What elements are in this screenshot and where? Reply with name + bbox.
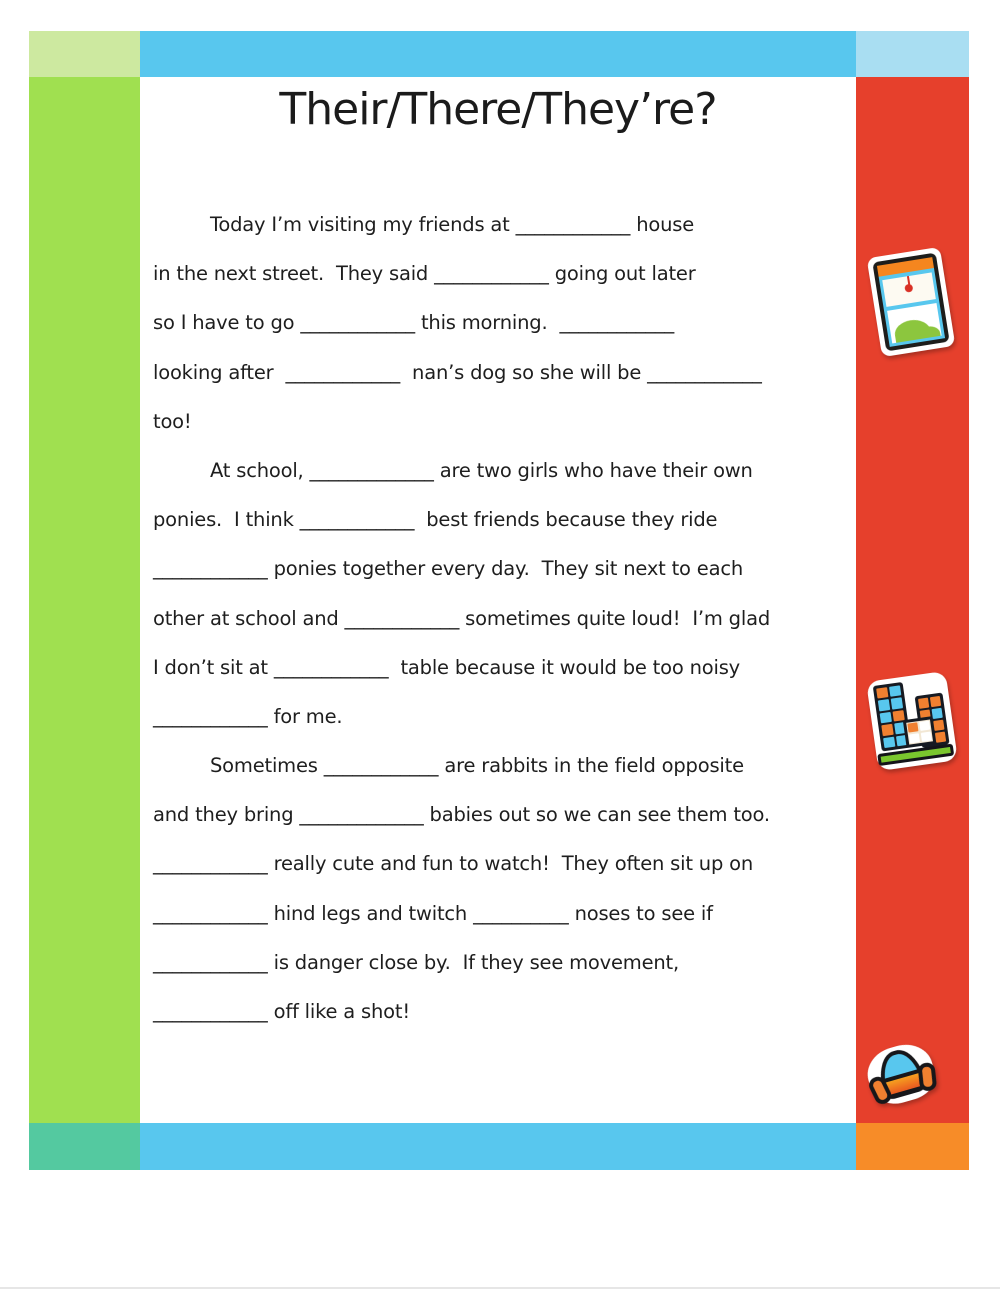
window-glass (877, 257, 945, 347)
window-sticker-icon (867, 247, 956, 357)
text-line: ____________ ponies together every day. They sit next to each (153, 557, 744, 581)
text-line: looking after ____________ nan’s dog so she will be ____________ (153, 360, 762, 384)
paragraph-3 (153, 741, 853, 1036)
text-line: At school, _____________ are two girls who have their own (210, 458, 753, 482)
window-bottom-pane (887, 303, 942, 344)
text-line: other at school and ____________ sometimes quite loud! I’m glad (153, 606, 770, 630)
text-line: ____________ really cute and fun to watch! They often sit up on (153, 852, 754, 876)
text-line: ____________ for me. (153, 704, 343, 728)
worksheet-title: Their/There/They’re? (279, 84, 717, 135)
buildings-sticker-icon (866, 671, 958, 771)
paragraph-2 (153, 446, 853, 741)
blind-pull-icon (904, 284, 913, 293)
worksheet-body (153, 200, 853, 1036)
text-line: in the next street. They said ____________ going out later (153, 262, 696, 286)
frame-corner-bottom-right (856, 1123, 969, 1170)
text-line: and they bring _____________ babies out so we can see them too. (153, 803, 770, 827)
text-line: Sometimes ____________ are rabbits in the field opposite (210, 754, 744, 778)
paragraph-1 (153, 200, 853, 446)
building-small (903, 716, 937, 748)
frame-corner-top-right (856, 31, 969, 77)
frame-bottom-bar (140, 1123, 856, 1170)
text-line: ponies. I think ____________ best friends because they ride (153, 508, 718, 532)
text-line: ____________ is danger close by. If they see movement, (153, 950, 679, 974)
frame-corner-bottom-left (29, 1123, 140, 1170)
page-bottom-edge (0, 1287, 1000, 1289)
frame-right-column (856, 77, 969, 1123)
text-line: ____________ off like a shot! (153, 1000, 410, 1023)
text-line: I don’t sit at ____________ table because it would be too noisy (153, 655, 740, 679)
text-line: too! (153, 409, 192, 433)
couch-arm-right (917, 1062, 937, 1092)
frame-left-column (29, 77, 140, 1123)
window-top-pane (882, 272, 936, 306)
window-frame (872, 253, 949, 352)
text-line: Today I’m visiting my friends at ____________ house (210, 213, 694, 236)
text-line: so I have to go ____________ this morning. ____________ (153, 311, 675, 335)
frame-top-bar (140, 31, 856, 77)
frame-corner-top-left (29, 31, 140, 77)
text-line: ____________ hind legs and twitch __________ noses to see if (153, 901, 713, 925)
city-scene (872, 677, 952, 766)
